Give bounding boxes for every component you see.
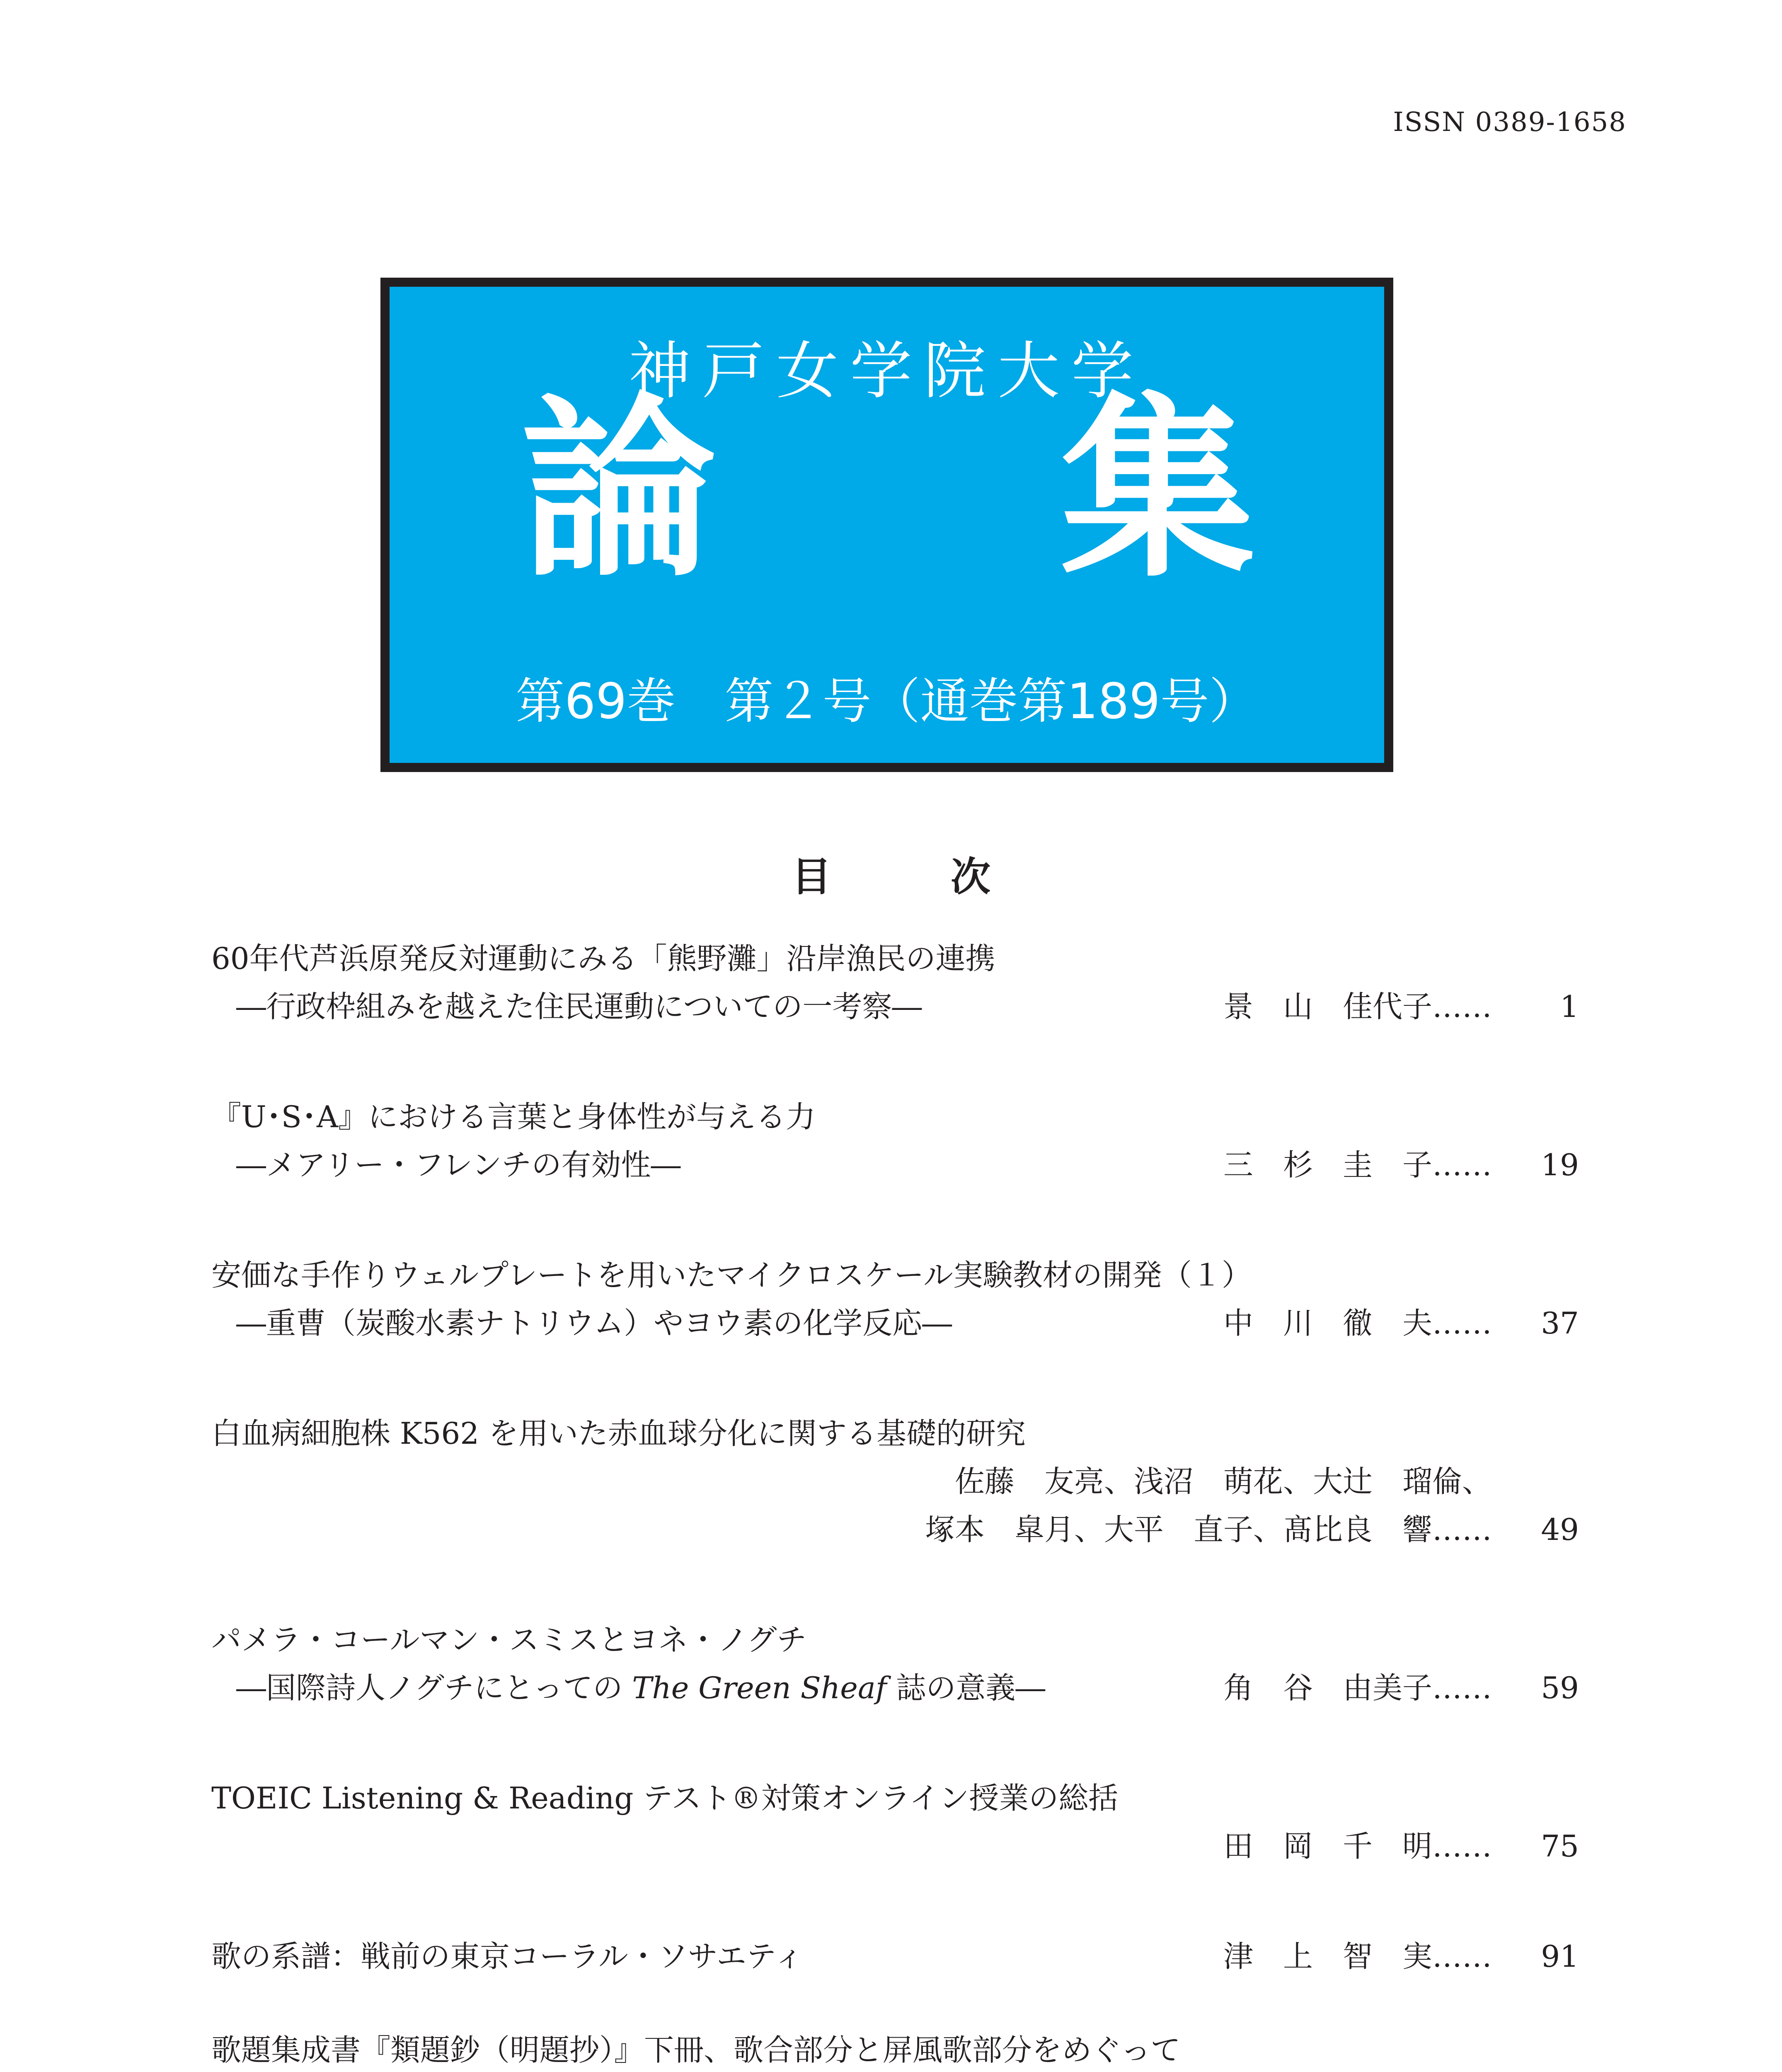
article-authors: 佐藤 友亮、浅沼 萌花、大辻 瑠倫、 <box>954 1464 1492 1499</box>
article-subtitle: ―メアリー・フレンチの有効性― <box>236 1147 681 1182</box>
article-title: 60年代芦浜原発反対運動にみる「熊野灘」沿岸漁民の連携 <box>211 941 995 976</box>
article-authors: 塚本 皐月、大平 直子、髙比良 響…… <box>925 1512 1492 1547</box>
page-number: 59 <box>1541 1670 1579 1705</box>
table-of-contents <box>211 934 1579 2072</box>
article-author: 田 岡 千 明…… <box>1223 1829 1492 1864</box>
journal-title-char-1: 論 <box>521 376 716 603</box>
page-number: 37 <box>1541 1306 1579 1341</box>
contents-heading: 目 次 <box>792 854 990 900</box>
magazine-title: The Green Sheaf <box>632 1670 887 1705</box>
toc-entry <box>211 1774 1579 1870</box>
page-number: 19 <box>1541 1147 1579 1182</box>
page-number: 75 <box>1541 1829 1579 1864</box>
issn-number: ISSN 0389-1658 <box>1393 107 1627 138</box>
page-number: 1 <box>1560 989 1579 1024</box>
article-title: 白血病細胞株 K562 を用いた赤血球分化に関する基礎的研究 <box>211 1416 1026 1451</box>
article-subtitle: ―行政枠組みを越えた住民運動についての一考察― <box>236 989 922 1024</box>
article-subtitle: ―国際詩人ノグチにとっての The Green Sheaf 誌の意義― <box>236 1670 1046 1705</box>
toc-entry <box>211 1409 1579 1554</box>
article-subtitle: ―重曹（炭酸水素ナトリウム）やヨウ素の化学反応― <box>236 1306 952 1341</box>
article-author: 景 山 佳代子…… <box>1223 989 1492 1024</box>
article-author: 中 川 徹 夫…… <box>1223 1306 1492 1341</box>
journal-title-char-2: 集 <box>1060 376 1255 603</box>
toc-entry <box>211 2026 1579 2072</box>
journal-title-box <box>380 278 1393 772</box>
article-title: 安価な手作りウェルプレートを用いたマイクロスケール実験教材の開発（１） <box>211 1258 1252 1293</box>
article-title: TOEIC Listening & Reading テスト®対策オンライン授業の総括 <box>211 1781 1119 1815</box>
toc-entry <box>211 1093 1579 1189</box>
article-title: 『U･S･A』における言葉と身体性が与える力 <box>211 1099 816 1134</box>
page-number: 49 <box>1541 1512 1579 1547</box>
toc-entry <box>211 1251 1579 1347</box>
article-author: 三 杉 圭 子…… <box>1223 1147 1492 1182</box>
page-number: 91 <box>1541 1939 1579 1974</box>
toc-entry <box>211 1932 1579 1980</box>
article-author: 津 上 智 実…… <box>1223 1939 1492 1974</box>
article-title: 歌の系譜：戦前の東京コーラル・ソサエティ <box>211 1939 804 1974</box>
article-author: 角 谷 由美子…… <box>1223 1670 1492 1705</box>
toc-entry <box>211 1616 1579 1712</box>
toc-entry <box>211 934 1579 1031</box>
article-title: パメラ・コールマン・スミスとヨネ・ノグチ <box>211 1622 807 1657</box>
university-name: 神戸女学院大学 <box>628 335 1145 407</box>
volume-issue: 第69巻 第２号（通巻第189号） <box>516 673 1258 730</box>
article-title: 歌題集成書『類題鈔（明題抄）』下冊、歌合部分と屏風歌部分をめぐって <box>211 2033 1181 2067</box>
